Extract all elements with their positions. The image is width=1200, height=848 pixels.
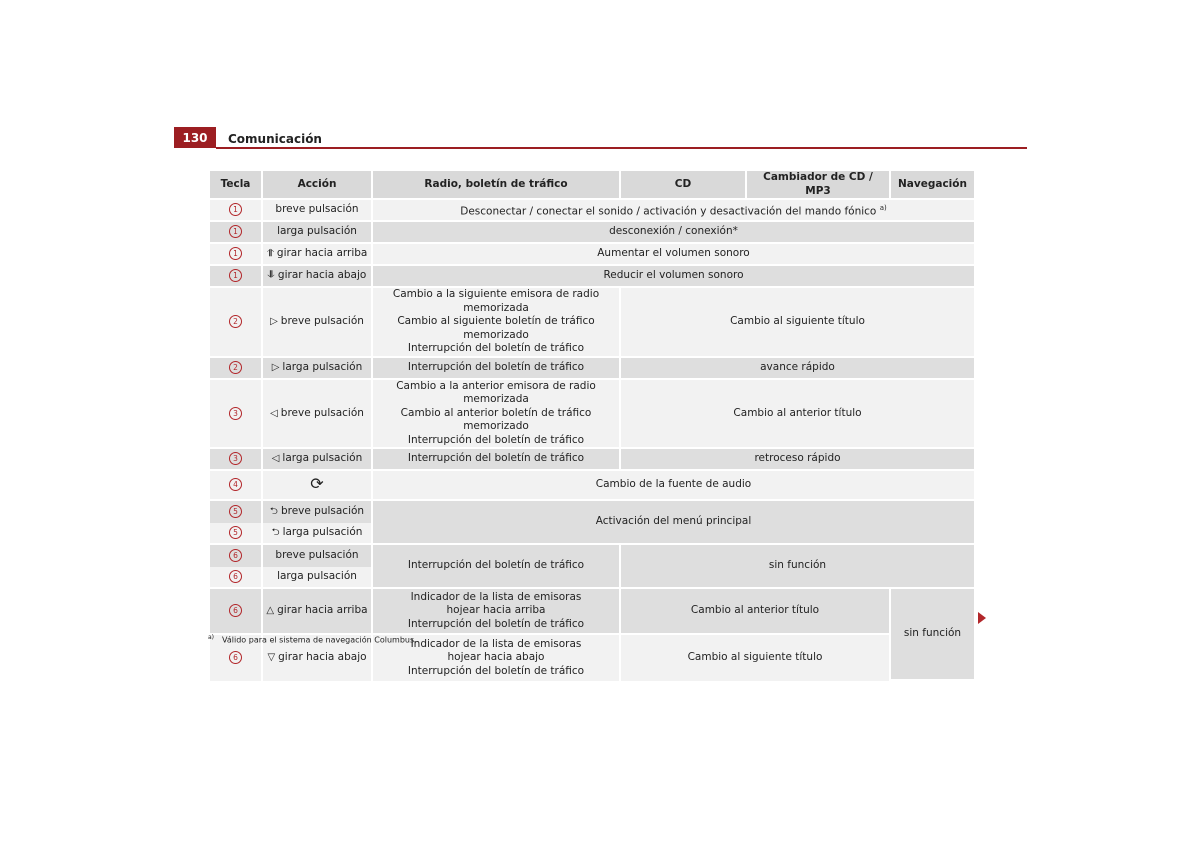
table-row bbox=[210, 471, 974, 501]
radio-cell: Interrupción del boletín de tráfico bbox=[373, 545, 619, 589]
table-row bbox=[210, 589, 974, 635]
action-cell: △ girar hacia arriba bbox=[263, 589, 371, 635]
radio-cell: Indicador de la lista de emisoras hojear hacia abajo Interrupción del boletín de tráfico bbox=[373, 635, 619, 681]
footnote-mark: a) bbox=[208, 634, 215, 641]
function-cell: Cambio de la fuente de audio bbox=[373, 471, 974, 501]
cd-cell: sin función bbox=[621, 545, 974, 589]
action-cell: ⥣ girar hacia arriba bbox=[263, 244, 371, 266]
key-number-icon: 6 bbox=[229, 604, 242, 617]
action-cell: ⥥ girar hacia abajo bbox=[263, 266, 371, 288]
cd-cell: Cambio al anterior título bbox=[621, 589, 889, 635]
right-triangle-icon: ▷ bbox=[270, 316, 278, 327]
cd-cell: retroceso rápido bbox=[621, 449, 974, 471]
radio-cell: Interrupción del boletín de tráfico bbox=[373, 449, 619, 471]
footnote bbox=[208, 634, 417, 645]
action-cell: ▷ breve pulsación bbox=[263, 288, 371, 358]
cd-cell: avance rápido bbox=[621, 358, 974, 380]
radio-cell: Cambio a la anterior emisora de radio memorizada Cambio al anterior boletín de tráfico memorizado Interrupción del boletín de tráfico bbox=[373, 380, 619, 450]
key-number-icon: 6 bbox=[229, 651, 242, 664]
volume-up-icon: ⥣ bbox=[266, 248, 274, 260]
key-number-icon: 1 bbox=[229, 203, 242, 216]
action-cell: ▷ larga pulsación bbox=[263, 358, 371, 380]
key-number-icon: 3 bbox=[229, 452, 242, 465]
key-number-icon: 2 bbox=[229, 361, 242, 374]
action-cell: larga pulsación bbox=[263, 222, 371, 244]
nav-cell: sin función bbox=[891, 589, 974, 681]
cd-cell: Cambio al siguiente título bbox=[621, 635, 889, 681]
key-number-icon: 1 bbox=[229, 269, 242, 282]
action-cell: ⮌ larga pulsación bbox=[263, 523, 371, 545]
right-triangle-icon: ▷ bbox=[271, 361, 280, 373]
header-rule bbox=[216, 147, 1027, 149]
table-row bbox=[210, 545, 974, 567]
function-cell: Desconectar / conectar el sonido / activación y desactivación del mando fónico $^{a)}$ bbox=[373, 200, 974, 222]
up-triangle-icon: △ bbox=[266, 605, 275, 617]
controls-table bbox=[208, 171, 976, 681]
key-number-icon: 5 bbox=[229, 505, 242, 518]
col-header-navegacion: Navegación bbox=[891, 171, 974, 200]
table-header-row bbox=[210, 171, 974, 200]
action-cell: ◁ breve pulsación bbox=[263, 380, 371, 450]
table-row bbox=[210, 266, 974, 288]
table-row bbox=[210, 200, 974, 222]
page-number: 130 bbox=[174, 127, 216, 148]
function-cell: Aumentar el volumen sonoro bbox=[373, 244, 974, 266]
function-cell: Activación del menú principal bbox=[373, 501, 974, 545]
action-cell bbox=[263, 471, 371, 501]
action-cell: ◁ larga pulsación bbox=[263, 449, 371, 471]
key-number-icon: 3 bbox=[229, 407, 242, 420]
col-header-accion: Acción bbox=[263, 171, 371, 200]
action-cell: ⮌ breve pulsación bbox=[263, 501, 371, 523]
table-row bbox=[210, 288, 974, 358]
col-header-radio: Radio, boletín de tráfico bbox=[373, 171, 619, 200]
radio-cell: Interrupción del boletín de tráfico bbox=[373, 358, 619, 380]
table-row bbox=[210, 449, 974, 471]
key-number-icon: 6 bbox=[229, 549, 242, 562]
action-cell: larga pulsación bbox=[263, 567, 371, 589]
key-number-icon: 6 bbox=[229, 570, 242, 583]
table-row bbox=[210, 358, 974, 380]
section-title: Comunicación bbox=[228, 132, 322, 146]
cd-cell: Cambio al anterior título bbox=[621, 380, 974, 450]
function-cell: Reducir el volumen sonoro bbox=[373, 266, 974, 288]
action-cell: breve pulsación bbox=[263, 545, 371, 567]
audio-source-icon: ⟳ bbox=[310, 473, 324, 493]
col-header-cambiador: Cambiador de CD / MP3 bbox=[747, 171, 889, 200]
table-row bbox=[210, 380, 974, 450]
col-header-cd: CD bbox=[621, 171, 745, 200]
key-number-icon: 5 bbox=[229, 526, 242, 539]
radio-cell: Cambio a la siguiente emisora de radio memorizada Cambio al siguiente boletín de tráfico memorizado Interrupción del boletín de tráfico bbox=[373, 288, 619, 358]
left-triangle-icon: ◁ bbox=[270, 407, 278, 419]
key-number-icon: 4 bbox=[229, 478, 242, 491]
function-cell: desconexión / conexión* bbox=[373, 222, 974, 244]
down-triangle-icon: ▽ bbox=[267, 652, 276, 664]
key-number-icon: 1 bbox=[229, 247, 242, 260]
table-row bbox=[210, 222, 974, 244]
next-page-arrow-icon bbox=[978, 612, 986, 624]
cd-cell: Cambio al siguiente título bbox=[621, 288, 974, 358]
action-cell: breve pulsación bbox=[263, 200, 371, 222]
footnote-text: Válido para el sistema de navegación Columbus. bbox=[222, 635, 417, 645]
left-triangle-icon: ◁ bbox=[271, 453, 280, 465]
return-arrow-icon: ⮌ bbox=[269, 506, 278, 518]
table-row bbox=[210, 501, 974, 523]
table-row bbox=[210, 244, 974, 266]
key-number-icon: 2 bbox=[229, 315, 242, 328]
return-arrow-icon: ⮌ bbox=[271, 527, 280, 539]
key-number-icon: 1 bbox=[229, 225, 242, 238]
radio-cell: Indicador de la lista de emisoras hojear hacia arriba Interrupción del boletín de tráfico bbox=[373, 589, 619, 635]
col-header-tecla: Tecla bbox=[210, 171, 261, 200]
volume-down-icon: ⥥ bbox=[267, 270, 275, 282]
action-cell: ▽ girar hacia abajo bbox=[263, 635, 371, 681]
